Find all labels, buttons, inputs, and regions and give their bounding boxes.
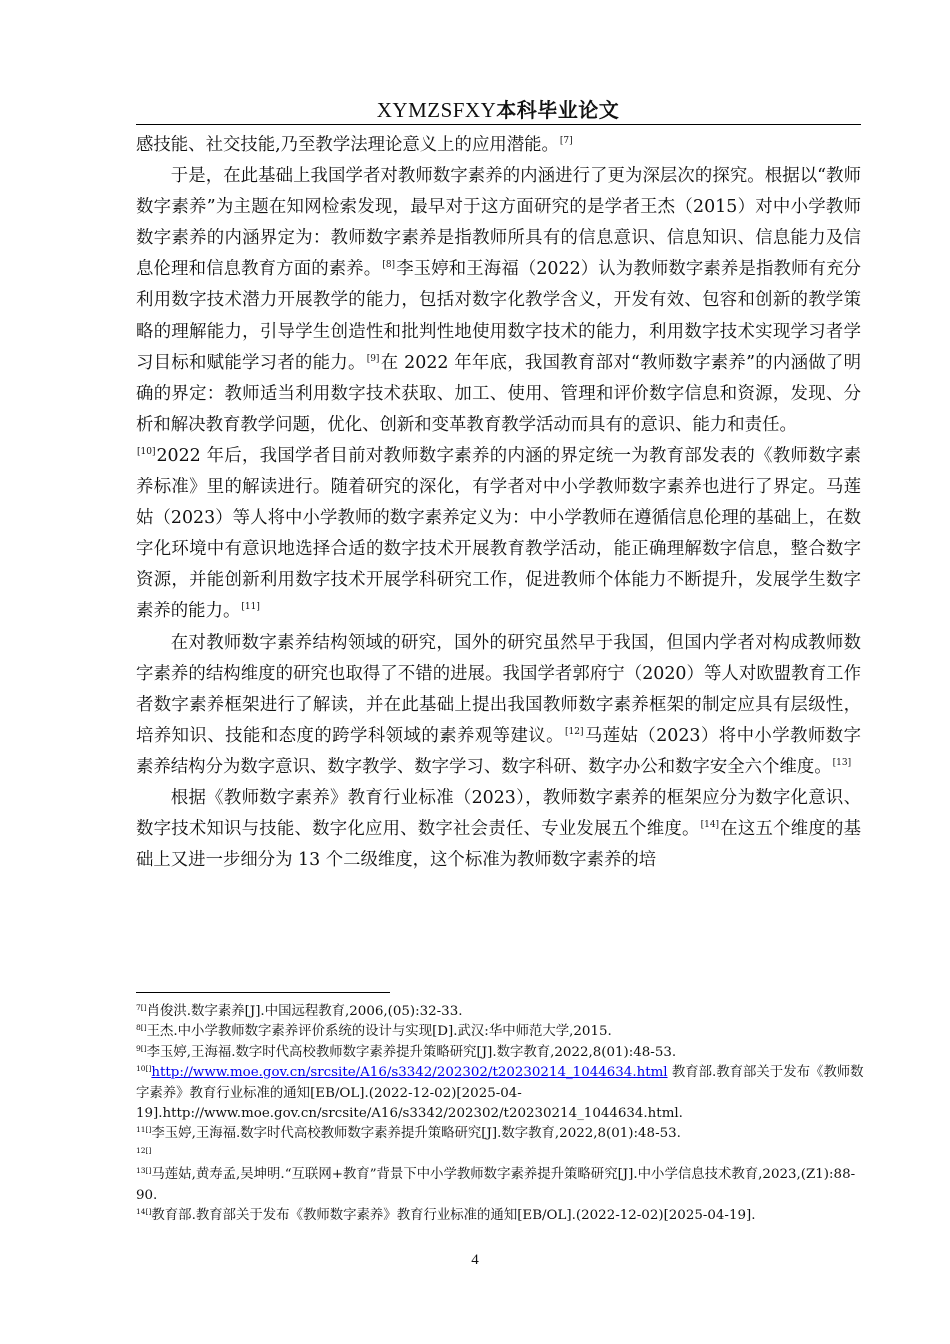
footnote-9: $^{9[]}$李玉婷,王海福.数字时代高校教师数字素养提升策略研究[J].数字教育,2022,8(01):48-53. — [136, 1043, 677, 1060]
footnote-separator — [136, 992, 390, 993]
main-text — [136, 130, 861, 876]
paragraph: 于是，在此基础上我国学者对教师数字素养的内涵进行了更为深层次的探究。根据以“教师数字素养”为主题在知网检索发现，最早对于这方面研究的是学者王杰（2015）对中小学教师数字素养的内涵界定为：教师数字素养是指教师所具有的信息意识、信息知识、信息能力及信息伦理和信息教育方面的素养。[8]李玉婷和王海福（2022）认为教师数字素养是指教师有充分利用数字技术潜力开展教学的能力，包括对数字化教学含义，开发有效、包容和创新的教学策略的理解能力，引导学生创造性和批判性地使用数字技术的能力，利用数字技术实现学习者学习目标和赋能学习者的能力。[9]在 2022 年年底，我国教育部对“教师数字素养”的内涵做了明确的界定：教师适当利用数字技术获取、加工、使用、管理和评价数字信息和资源，发现、分析和解决教育教学问题，优化、创新和变革教育教学活动而具有的意识、能力和责任。 — [136, 166, 861, 435]
footnote-mark: 11[] — [136, 1125, 152, 1135]
footnote-mark: 14[] — [136, 1207, 152, 1217]
footnote-11: $^{11[]}$李玉婷,王海福.数字时代高校教师数字素养提升策略研究[J].数字教育,2022,8(01):48-53. — [136, 1125, 681, 1142]
footnote-10: $^{10[]}$http://www.moe.gov.cn/srcsite/A16/s3342/202302/t20230214_1044634.html 教育部.教育部关于发布《教师数字素养》教育行业标准的通知[EB/OL].(2022-12-02)[2025-04-19].http://www.moe.gov.cn/srcsite/A16/s3342/202302/t20230214_1044634.html. — [136, 1064, 864, 1122]
paragraph-continued: [10]2022 年后，我国学者目前对教师数字素养的内涵的界定统一为教育部发表的《教师数字素养标准》里的解读进行。随着研究的深化，有学者对中小学教师数字素养也进行了界定。马莲姑（2023）等人将中小学教师的数字素养定义为：中小学教师在遵循信息伦理的基础上，在数字化环境中有意识地选择合适的数字技术开展教育教学活动，能正确理解数字信息，整合数字资源，并能创新利用数字技术开展学科研究工作，促进教师个体能力不断提升，发展学生数字素养的能力。[11] — [136, 445, 861, 622]
footnote-8: $^{8[]}$王杰.中小学教师数字素养评价系统的设计与实现[D].武汉:华中师范大学,2015. — [136, 1023, 612, 1040]
citation-ref[interactable]: [10] — [137, 446, 156, 457]
paragraph: 在对教师数字素养结构领域的研究，国外的研究虽然早于我国，但国内学者对构成教师数字素养的结构维度的研究也取得了不错的进展。我国学者郭府宁（2020）等人对欧盟教育工作者数字素养框架进行了解读，并在此基础上提出我国教师数字素养框架的制定应具有层级性，培养知识、技能和态度的跨学科领域的素养观等建议。[12]马莲姑（2023）将中小学教师数字素养结构分为数字意识、数字教学、数字学习、数字科研、数字办公和数字安全六个维度。[13] — [136, 632, 861, 777]
footnote-mark: 12[] — [136, 1145, 152, 1155]
page-number: 4 — [471, 1252, 479, 1268]
footnote-mark: 9[] — [136, 1043, 147, 1053]
footnotes — [136, 1002, 866, 1226]
header-rule — [136, 124, 861, 125]
footnote-mark: 7[] — [136, 1003, 147, 1012]
paragraph-continued: 感技能、社交技能,乃至教学法理论意义上的应用潜能。[7] — [136, 135, 573, 155]
header-latin: XYMZSFXY — [376, 98, 497, 122]
footnote-7: $^{7[]}$肖俊洪.数字素养[J].中国远程教育,2006,(05):32-33. — [136, 1003, 463, 1019]
citation-ref[interactable]: [14] — [700, 820, 720, 831]
footnote-12 — [136, 1145, 866, 1165]
citation-ref[interactable]: [12] — [564, 726, 584, 737]
citation-ref[interactable]: [11] — [241, 602, 260, 613]
running-header — [136, 94, 860, 123]
footnote-13: $^{13[]}$马莲姑,黄寿孟,吴坤明.“互联网+教育”背景下中小学教师数字素养提升策略研究[J].中小学信息技术教育,2023,(Z1):88-90. — [136, 1166, 856, 1203]
citation-ref[interactable]: [8] — [382, 260, 396, 271]
citation-ref[interactable]: [7] — [559, 136, 573, 146]
footnote-mark: 10[] — [136, 1064, 152, 1074]
header-cjk: 本科毕业论文 — [496, 98, 620, 122]
paragraph: 根据《教师数字素养》教育行业标准（2023），教师数字素养的框架应分为数字化意识、数字技术知识与技能、数字化应用、数字社会责任、专业发展五个维度。[14]在这五个维度的基础上又进一步细分为 13 个二级维度，这个标准为教师数字素养的培 — [136, 787, 861, 871]
citation-ref[interactable]: [13] — [832, 757, 852, 768]
footnote-link[interactable]: http://www.moe.gov.cn/srcsite/A16/s3342/202302/t20230214_1044634.html — [151, 1065, 668, 1081]
citation-ref[interactable]: [9] — [366, 353, 380, 364]
footnote-14: $^{14[]}$教育部.教育部关于发布《教师数字素养》教育行业标准的通知[EB/OL].(2022-12-02)[2025-04-19]. — [136, 1207, 756, 1224]
footnote-mark: 8[] — [136, 1023, 147, 1033]
footnote-mark: 13[] — [136, 1166, 152, 1176]
